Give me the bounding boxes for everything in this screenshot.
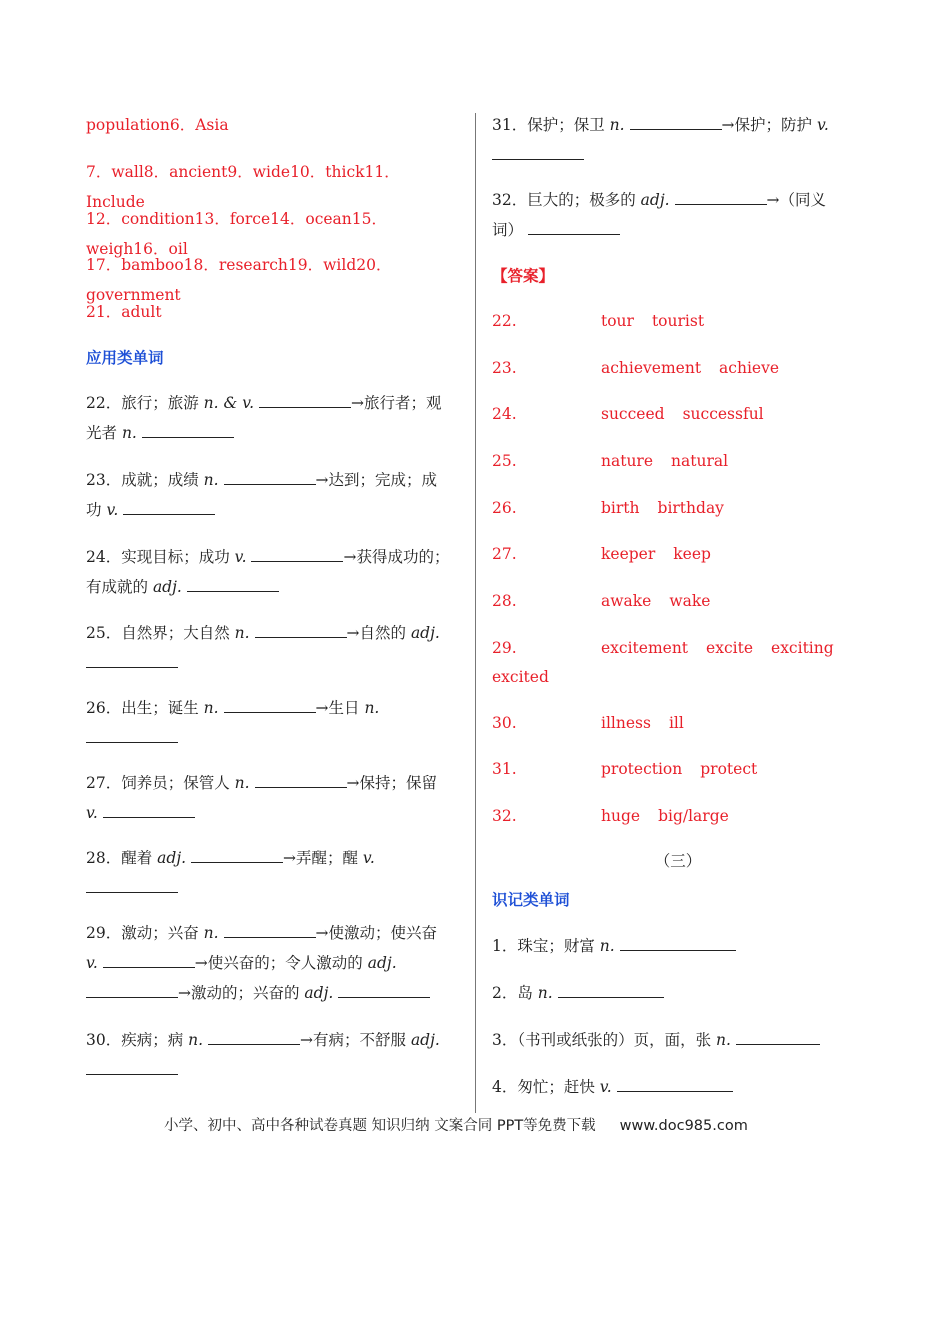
question-24: 24．实现目标；成功 v. →获得成功的； 有成就的 adj.	[86, 542, 458, 602]
question-30: 30．疾病；病 n. →有病；不舒服 adj.	[86, 1025, 458, 1085]
recall-item: 2．岛 n.	[492, 978, 842, 1008]
answer-blank[interactable]	[191, 846, 283, 863]
answer-blank[interactable]	[338, 981, 430, 998]
answer-line: population6．Asia	[86, 116, 229, 134]
answer-blank[interactable]	[103, 951, 195, 968]
answer-blank[interactable]	[86, 981, 178, 998]
question-29: 29．激动；兴奋 n. →使激动；使兴奋 v. →使兴奋的；令人激动的 adj. →激动的；兴奋的 adj.	[86, 918, 458, 1008]
column-divider	[475, 113, 476, 1113]
answer-line: 21．adult	[86, 303, 162, 321]
answer-blank[interactable]	[103, 801, 195, 818]
answer-blank[interactable]	[558, 981, 664, 998]
answer-blank[interactable]	[492, 143, 584, 160]
answer-blank[interactable]	[86, 876, 178, 893]
question-25: 25．自然界；大自然 n. →自然的 adj.	[86, 618, 458, 678]
footer-text: 小学、初中、高中各种试卷真题 知识归纳 文案合同 PPT等免费下载	[164, 1118, 596, 1134]
answer-blank[interactable]	[142, 421, 234, 438]
footer-url[interactable]: www.doc985.com	[619, 1118, 748, 1134]
section-title: 应用类单词	[86, 349, 164, 367]
question-31: 31．保护；保卫 n. →保护；防护 v.	[492, 110, 842, 170]
answer-line: 7．wall8．ancient9．wide10．thick11．Include	[86, 163, 400, 211]
section-title: 识记类单词	[492, 891, 570, 909]
answer-blank[interactable]	[224, 696, 316, 713]
answer-blank[interactable]	[630, 113, 722, 130]
answer-blank[interactable]	[86, 726, 178, 743]
answer-label: 【答案】	[492, 267, 555, 285]
answer-blank[interactable]	[675, 188, 767, 205]
answer-blank[interactable]	[123, 498, 215, 515]
answer-blank[interactable]	[259, 391, 351, 408]
answer-line: 12．condition13．force14．ocean15．weigh16．oil	[86, 210, 388, 258]
answer-blank[interactable]	[251, 545, 343, 562]
answer-blank[interactable]	[617, 1075, 733, 1092]
answer-blank[interactable]	[208, 1028, 300, 1045]
question-22: 22．旅行；旅游 n. & v. →旅行者；观 光者 n.	[86, 388, 458, 448]
answer-blank[interactable]	[255, 621, 347, 638]
part-label: （三）	[654, 852, 702, 870]
answer-line: 17．bamboo18．research19．wild20．government	[86, 256, 392, 304]
question-26: 26．出生；诞生 n. →生日 n.	[86, 693, 458, 753]
answer-blank[interactable]	[86, 651, 178, 668]
answer-blank[interactable]	[255, 771, 347, 788]
answer-blank[interactable]	[736, 1028, 820, 1045]
answer-blank[interactable]	[187, 575, 279, 592]
answer-blank[interactable]	[620, 934, 736, 951]
answer-blank[interactable]	[86, 1058, 178, 1075]
recall-item: 1．珠宝；财富 n.	[492, 931, 842, 961]
recall-item: 3．（书刊或纸张的）页，面，张 n.	[492, 1025, 842, 1055]
answer-blank[interactable]	[224, 468, 316, 485]
answer-blank[interactable]	[528, 218, 620, 235]
question-28: 28．醒着 adj. →弄醒；醒 v.	[86, 843, 458, 903]
question-32: 32．巨大的；极多的 adj. →（同义 词）	[492, 185, 842, 245]
page-footer	[164, 1114, 748, 1135]
recall-item: 4．匆忙；赶快 v.	[492, 1072, 842, 1102]
answer-blank[interactable]	[224, 921, 316, 938]
question-27: 27．饲养员；保管人 n. →保持；保留 v.	[86, 768, 458, 828]
question-23: 23．成就；成绩 n. →达到；完成；成 功 v.	[86, 465, 458, 525]
